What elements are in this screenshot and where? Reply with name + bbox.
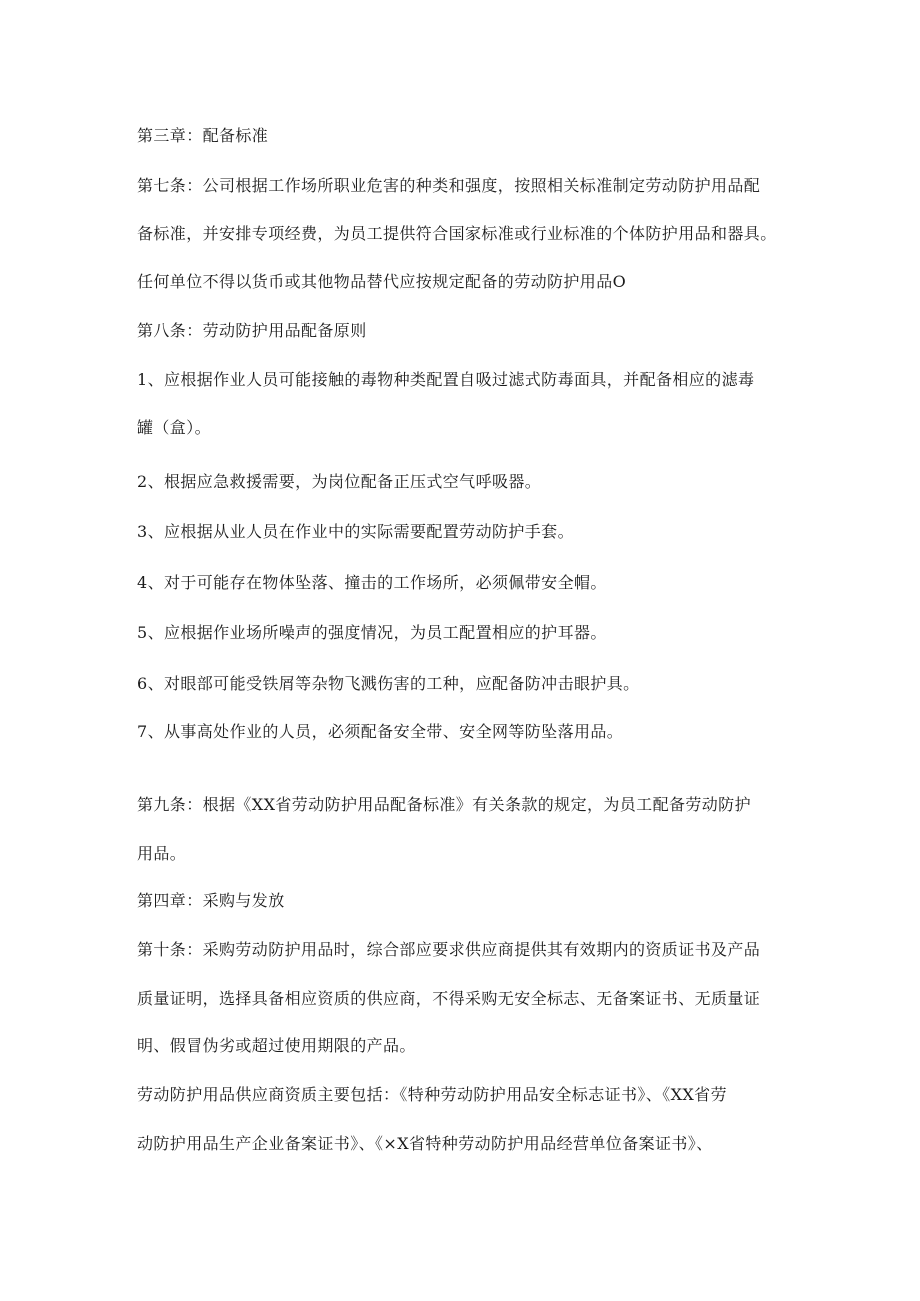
principle-1-line-2: 罐（盒）。 <box>137 418 212 437</box>
principle-1-line-1: 1、应根据作业人员可能接触的毒物种类配置自吸过滤式防毒面具，并配备相应的滤毒 <box>137 370 755 389</box>
article-9-line-1: 第九条：根据《XX省劳动防护用品配备标准》有关条款的规定，为员工配备劳动防护 <box>137 795 751 814</box>
supplier-qualification-line-1: 劳动防护用品供应商资质主要包括：《特种劳动防护用品安全标志证书》、《XX省劳 <box>137 1085 727 1104</box>
principle-6: 6、对眼部可能受铁屑等杂物飞溅伤害的工种，应配备防冲击眼护具。 <box>137 674 640 693</box>
chapter-4-heading: 第四章：采购与发放 <box>137 891 285 910</box>
principle-4: 4、对于可能存在物体坠落、撞击的工作场所，必须佩带安全帽。 <box>137 573 607 592</box>
article-8-heading: 第八条：劳动防护用品配备原则 <box>137 321 367 340</box>
principle-3: 3、应根据从业人员在作业中的实际需要配置劳动防护手套。 <box>137 522 574 541</box>
supplier-qualification-line-2: 动防护用品生产企业备案证书》、《×X省特种劳动防护用品经营单位备案证书》、 <box>137 1134 713 1153</box>
article-9-line-2: 用品。 <box>137 844 187 863</box>
article-10-line-1: 第十条：采购劳动防护用品时，综合部应要求供应商提供其有效期内的资质证书及产品 <box>137 940 761 959</box>
article-7-line-2: 备标准，并安排专项经费，为员工提供符合国家标准或行业标准的个体防护用品和器具。 <box>137 224 777 243</box>
article-7-line-3: 任何单位不得以货币或其他物品替代应按规定配备的劳动防护用品O <box>137 272 627 291</box>
article-10-line-2: 质量证明，选择具备相应资质的供应商，不得采购无安全标志、无备案证书、无质量证 <box>137 989 761 1008</box>
article-7-line-1: 第七条：公司根据工作场所职业危害的种类和强度，按照相关标准制定劳动防护用品配 <box>137 176 761 195</box>
principle-7: 7、从事高处作业的人员，必须配备安全带、安全网等防坠落用品。 <box>137 722 624 741</box>
chapter-3-heading: 第三章：配备标准 <box>137 126 269 145</box>
principle-5: 5、应根据作业场所噪声的强度情况，为员工配置相应的护耳器。 <box>137 623 607 642</box>
principle-2: 2、根据应急救援需要，为岗位配备正压式空气呼吸器。 <box>137 472 542 491</box>
article-10-line-3: 明、假冒伪劣或超过使用期限的产品。 <box>137 1036 416 1055</box>
